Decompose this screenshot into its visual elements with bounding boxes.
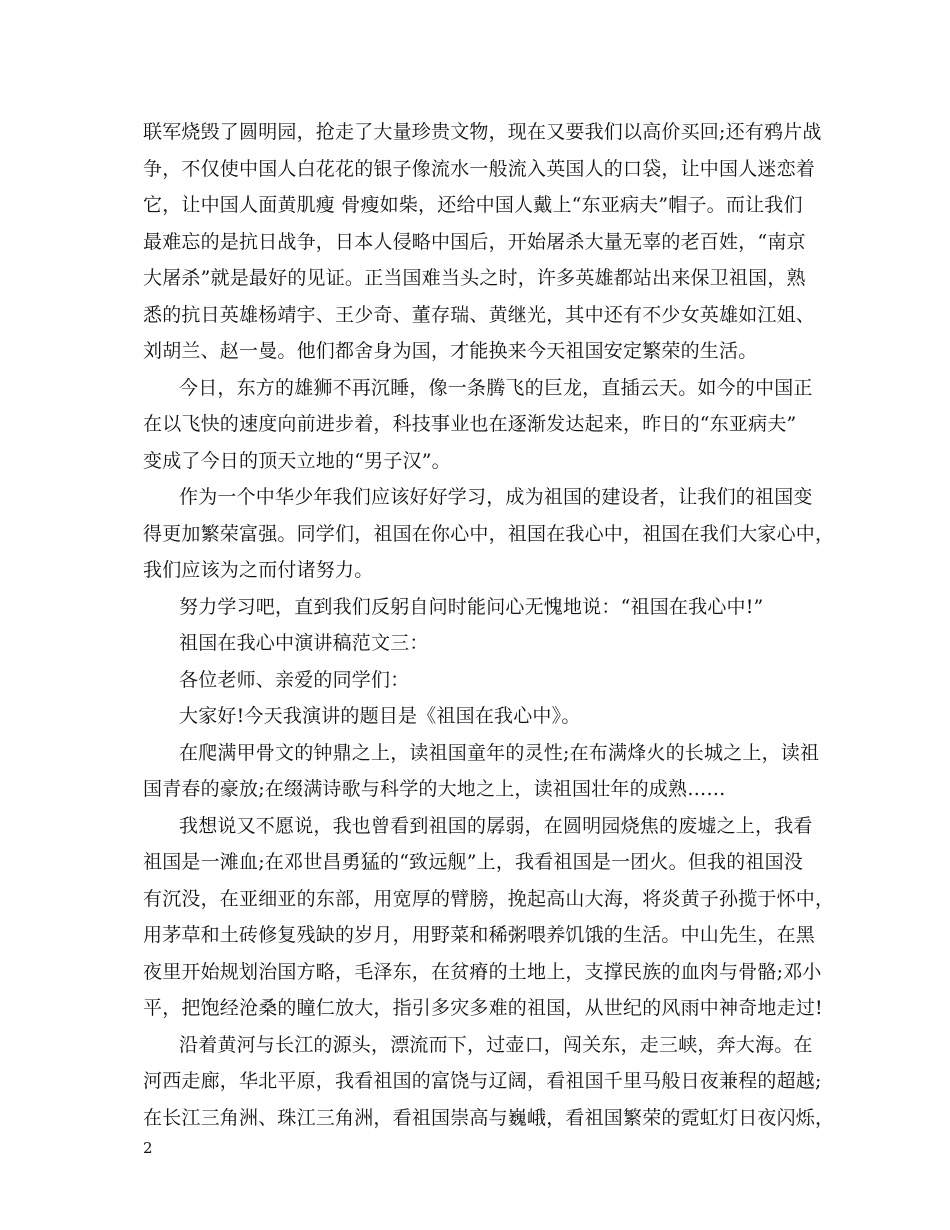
text-line: 各位老师、亲爱的同学们：: [179, 668, 410, 691]
text-line: 沿着黄河与长江的源头，漂流而下，过壶口，闯关东，走三峡，奔大海。在: [179, 1033, 813, 1056]
text-line: 作为一个中华少年我们应该好好学习，成为祖国的建设者，让我们的祖国变: [179, 486, 813, 508]
text-line: 夜里开始规划治国方略，毛泽东，在贫瘠的土地上，支撑民族的血肉与骨骼;邓小: [143, 960, 822, 983]
text-line: 祖国是一滩血;在邓世昌勇猛的“致远舰”上，我看祖国是一团火。但我的祖国没: [143, 851, 804, 873]
text-line: 在以飞快的速度向前进步着，科技事业也在逐渐发达起来，昨日的“东亚病夫”: [143, 413, 797, 435]
text-line: 变成了今日的顶天立地的“男子汉”。: [143, 449, 451, 472]
text-line: 今日，东方的雄狮不再沉睡，像一条腾飞的巨龙，直插云天。如今的中国正: [179, 376, 813, 399]
body-text: [143, 114, 833, 1136]
text-line: 用茅草和土砖修复残缺的岁月，用野菜和稀粥喂养饥饿的生活。中山先生，在黑: [143, 924, 816, 946]
page-number: 2: [143, 1139, 153, 1157]
text-line: 得更加繁荣富强。同学们，祖国在你心中，祖国在我心中，祖国在我们大家心中，: [143, 522, 835, 545]
text-line: 刘胡兰、赵一曼。他们都舍身为国，才能换来今天祖国安定繁荣的生活。: [143, 340, 758, 362]
text-line: 祖国在我心中演讲稿范文三：: [179, 632, 429, 654]
text-line: 在长江三角洲、珠江三角洲，看祖国崇高与巍峨，看祖国繁荣的霓虹灯日夜闪烁，: [143, 1106, 835, 1129]
text-line: 河西走廊，华北平原，我看祖国的富饶与辽阔，看祖国千里马般日夜兼程的超越;: [143, 1070, 822, 1092]
text-line: 我想说又不愿说，我也曾看到祖国的孱弱，在圆明园烧焦的废墟之上，我看: [179, 814, 813, 837]
text-line: 在爬满甲骨文的钟鼎之上，读祖国童年的灵性;在布满烽火的长城之上，读祖: [179, 741, 820, 764]
text-line: 悉的抗日英雄杨靖宇、王少奇、董存瑞、黄继光，其中还有不少女英雄如江姐、: [143, 303, 816, 326]
text-line: 它，让中国人面黄肌瘦 骨瘦如柴，还给中国人戴上“东亚病夫”帽子。而让我们: [143, 194, 803, 216]
text-line: 有沉没，在亚细亚的东部，用宽厚的臂膀，挽起高山大海，将炎黄子孙揽于怀中，: [143, 887, 835, 910]
text-line: 最难忘的是抗日战争，日本人侵略中国后，开始屠杀大量无辜的老百姓，“南京: [143, 230, 806, 253]
text-line: 大家好!今天我演讲的题目是《祖国在我心中》。: [179, 705, 581, 727]
text-line: 争，不仅使中国人白花花的银子像流水一般流入英国人的口袋，让中国人迷恋着: [143, 157, 816, 180]
text-line: 大屠杀”就是最好的见证。正当国难当头之时，许多英雄都站出来保卫祖国，熟: [143, 267, 806, 289]
text-line: 国青春的豪放;在缀满诗歌与科学的大地之上，读祖国壮年的成熟……: [143, 778, 726, 800]
text-line: 联军烧毁了圆明园，抢走了大量珍贵文物，现在又要我们以高价买回;还有鸦片战: [143, 121, 822, 143]
text-line: 平，把饱经沧桑的瞳仁放大，指引多灾多难的祖国，从世纪的风雨中神奇地走过!: [143, 997, 823, 1019]
text-line: 我们应该为之而付诸努力。: [143, 559, 374, 581]
text-line: 努力学习吧，直到我们反躬自问时能问心无愧地说：“祖国在我心中!”: [179, 595, 764, 618]
